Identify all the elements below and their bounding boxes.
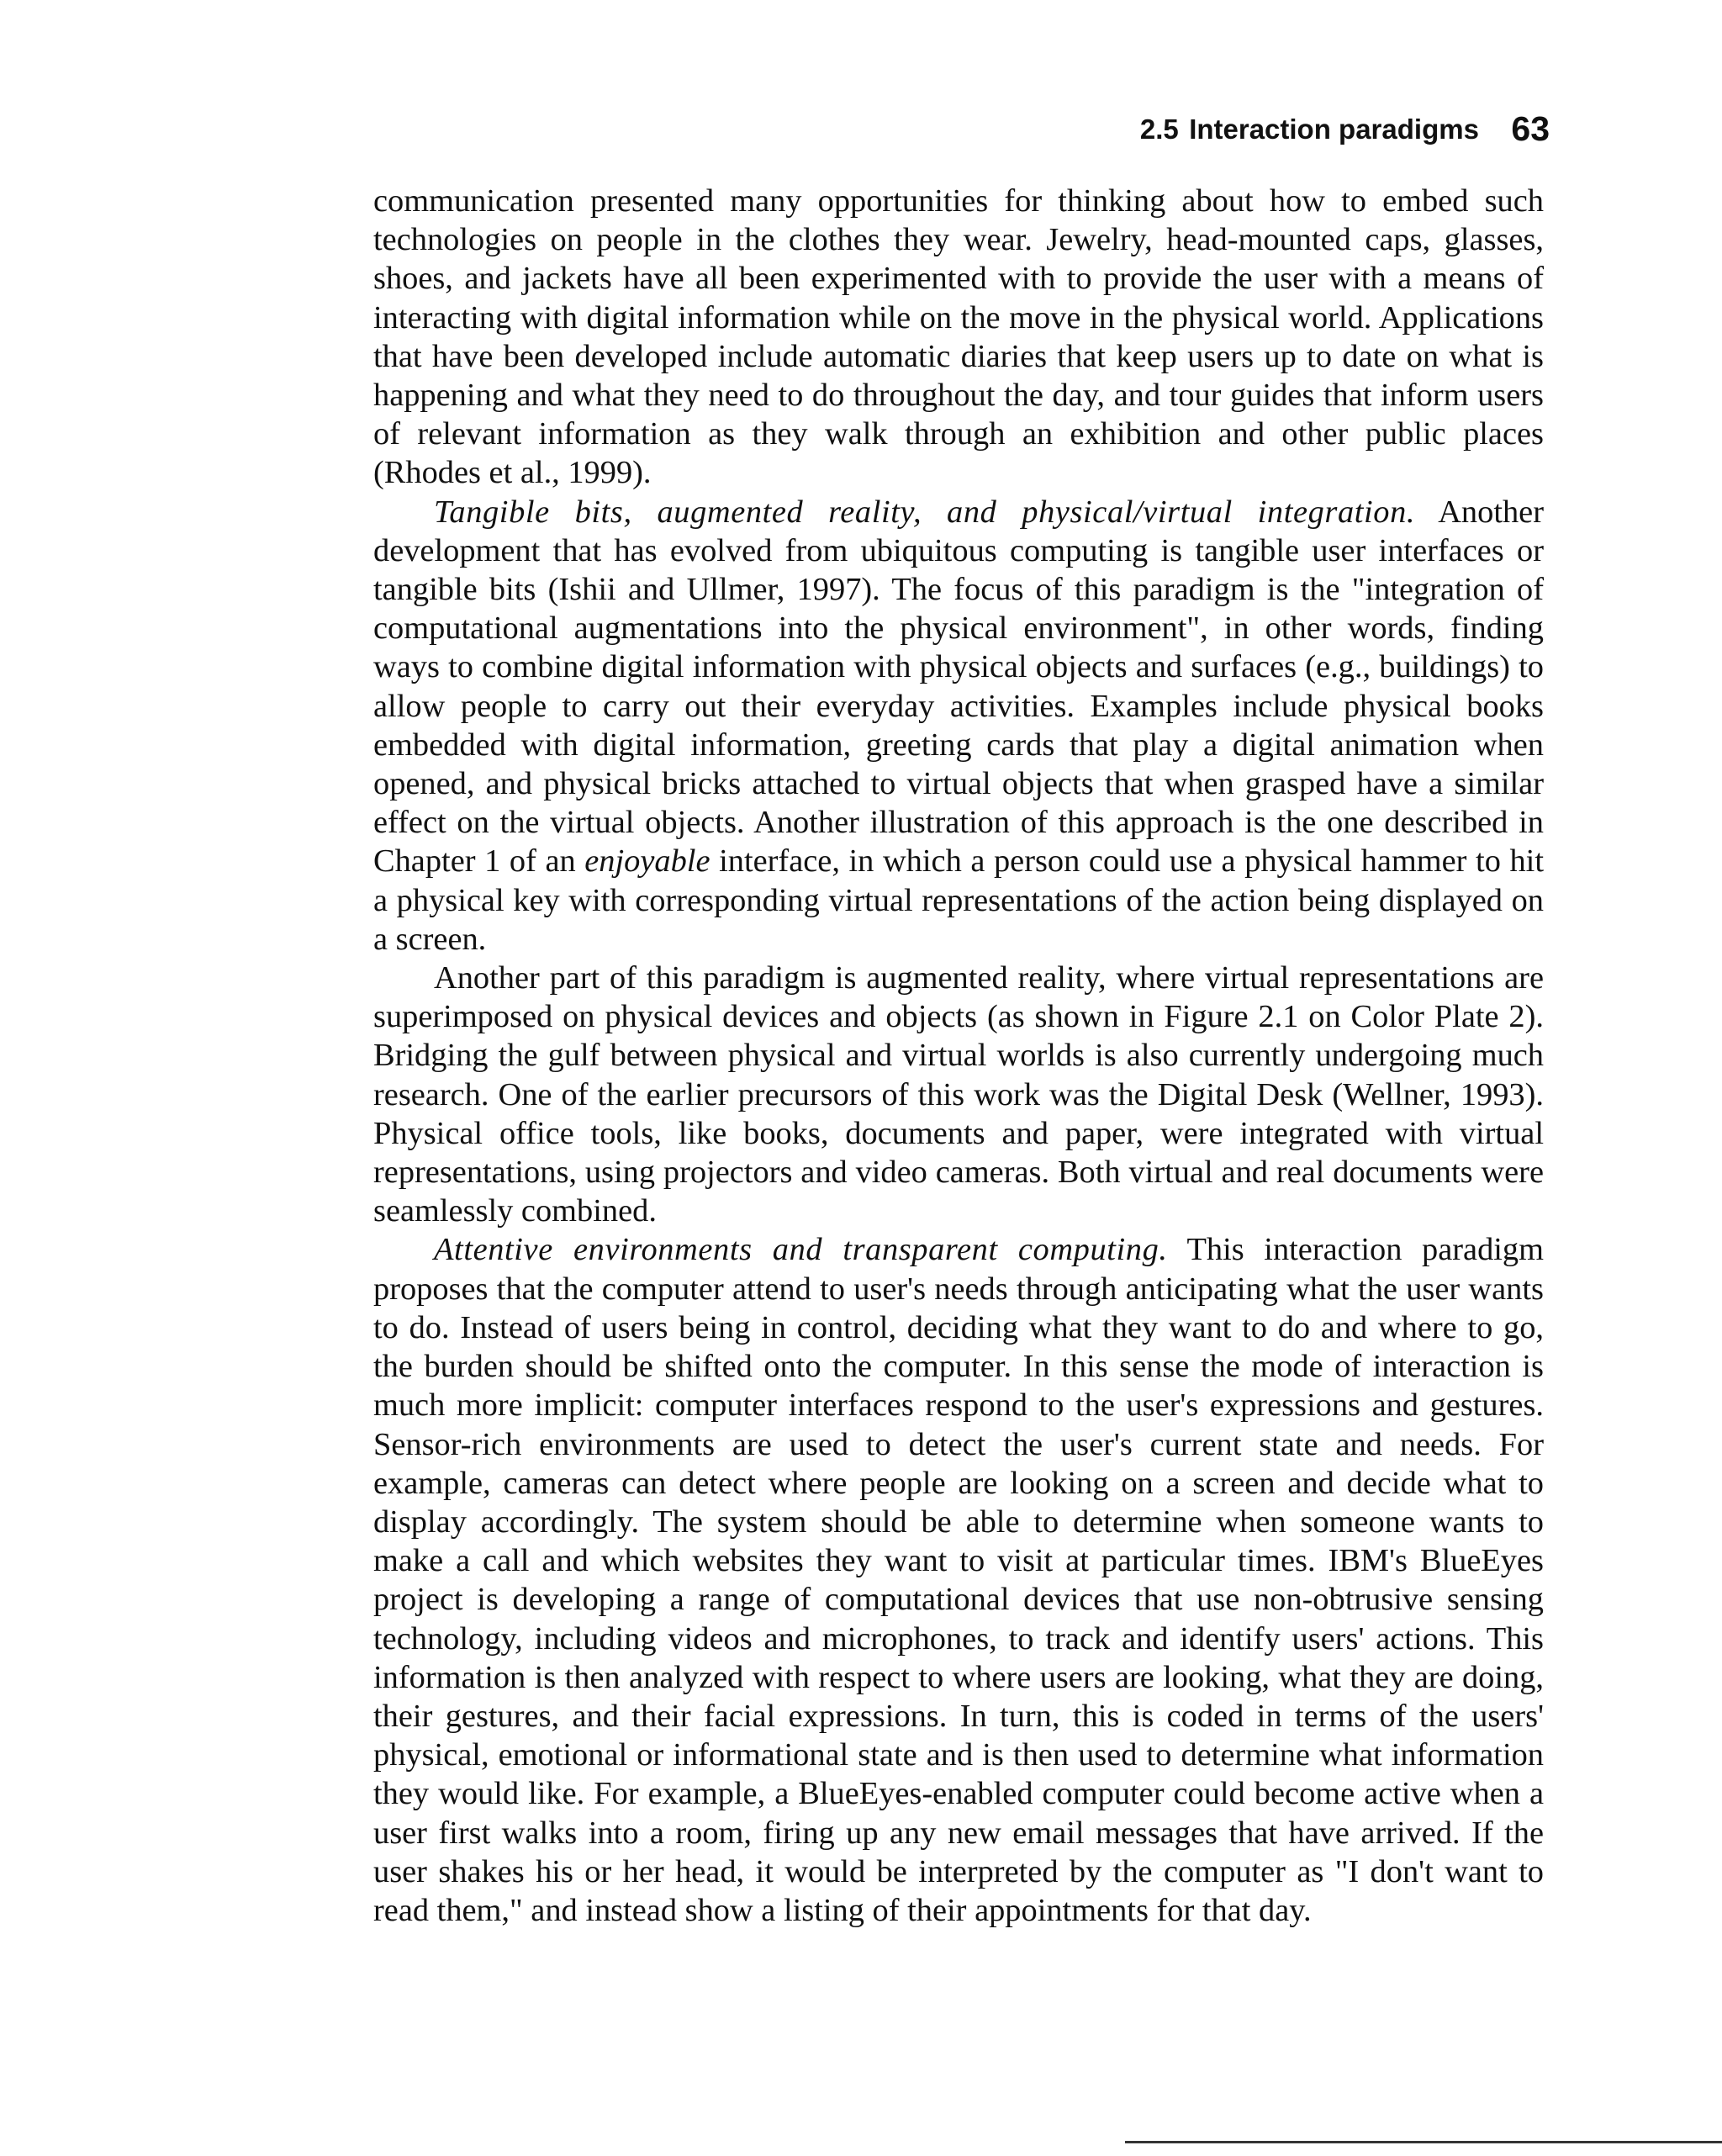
paragraph-augmented-reality: Another part of this paradigm is augmented reality, where virtual representations are superimposed on physical devices and objects (as shown in Figure 2.1 on Color Plate 2). Bridging the gulf between physical and virtual worlds is also currently undergoing much research. One of the earlier precursors of this work was the Digital Desk (Wellner, 1993). Physical office tools, like books, documents and paper, were integrated with virtual representations, using projectors and video cameras. Both virtual and real documents were seamlessly combined.	[373, 960, 1544, 1229]
paragraph-text: interface, in which a person could use a physical hammer to hit a physical key with corresponding virtual representations of the action being displayed on a screen.	[373, 843, 1545, 957]
body-text	[373, 182, 1544, 1930]
running-head	[1140, 108, 1550, 147]
paragraph-text: Another development that has evolved from ubiquitous computing is tangible user interfaces or tangible bits (Ishii and Ullmer, 1997). The focus of this paradigm is the "integration of computational augmentations into the physical environment", in other words, finding ways to combine digital information with physical objects and surfaces (e.g., buildings) to allow people to carry out their everyday activities. Examples include physical books embedded with digital information, greeting cards that play a digital animation when opened, and physical bricks attached to virtual objects that when grasped have a similar effect on the virtual objects. Another illustration of this approach is the one described in Chapter 1 of an	[373, 494, 1545, 880]
paragraph-text: This interaction paradigm proposes that the computer attend to user's needs through anticipating what the user wants to do. Instead of users being in control, deciding what they want to do and where to go, the burden should be shifted onto the computer. In this sense the mode of interaction is much more implicit: computer interfaces respond to the user's expressions and gestures. Sensor-rich environments are used to detect the user's current state and needs. For example, cameras can detect where people are looking on a screen and decide what to display accordingly. The system should be able to determine when someone wants to make a call and which websites they want to visit at particular times. IBM's BlueEyes project is developing a range of computational devices that use non-obtrusive sensing technology, including videos and microphones, to track and identify users' actions. This information is then analyzed with respect to where users are looking, what they are doing, their gestures, and their facial expressions. In turn, this is coded in terms of the users' physical, emotional or informational state and is then used to determine what information they would like. For example, a BlueEyes-enabled computer could become active when a user first walks into a room, firing up any new email messages that have arrived. If the user shakes his or her head, it would be interpreted by the computer as "I don't want to read them," and instead show a listing of their appointments for that day.	[373, 1232, 1544, 1928]
paragraph-wearables-continued: communication presented many opportunities for thinking about how to embed such technologies on people in the clothes they wear. Jewelry, head-mounted caps, glasses, shoes, and jackets have all been experimented with to provide the user with a means of interacting with digital information while on the move in the physical world. Applications that have been developed include automatic diaries that keep users up to date on what is happening and what they need to do throughout the day, and tour guides that inform users of relevant information as they walk through an exhibition and other public places (Rhodes et al., 1999).	[373, 183, 1544, 491]
section-number: 2.5	[1139, 114, 1179, 145]
paragraph-tangible-bits	[373, 493, 1544, 959]
run-in-heading-attentive-environments: Attentive environments and transparent computing.	[434, 1232, 1168, 1268]
page-number: 63	[1511, 109, 1550, 148]
run-in-heading-tangible-bits: Tangible bits, augmented reality, and physical/virtual integration.	[434, 494, 1416, 530]
section-title: Interaction paradigms	[1189, 114, 1479, 145]
bottom-rule	[1125, 2141, 1722, 2143]
paragraph-attentive-environments	[373, 1230, 1544, 1930]
emphasis-enjoyable: enjoyable	[584, 843, 710, 880]
